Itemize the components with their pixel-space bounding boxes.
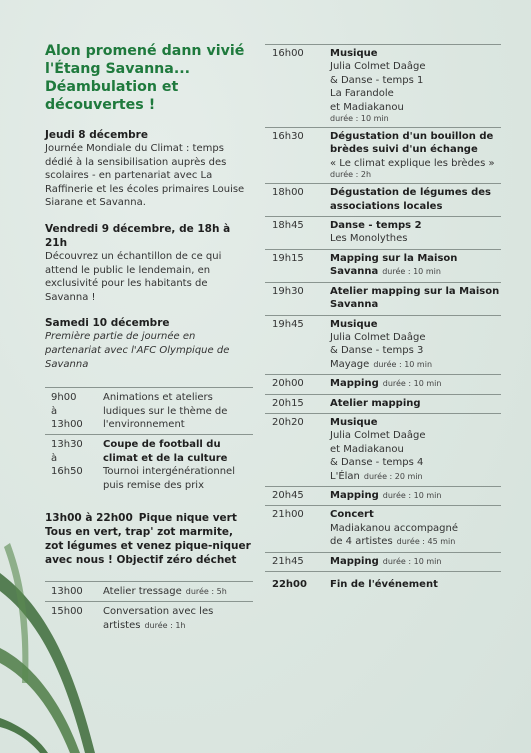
- activity-detail: La Farandole: [330, 88, 394, 100]
- day-heading: Jeudi 8 décembre: [45, 129, 148, 141]
- schedule-desc: [330, 249, 501, 282]
- duration-label: durée : 2h: [330, 170, 372, 180]
- schedule-row: [45, 581, 253, 601]
- schedule-desc: [330, 394, 501, 413]
- morning-schedule-table: [45, 387, 253, 495]
- activity-detail: « Le climat explique les brèdes »: [330, 157, 495, 169]
- activity-detail: Mayage: [330, 358, 370, 370]
- time-line: 18h45: [272, 220, 304, 232]
- duration-label: durée : 1h: [144, 620, 186, 630]
- activity-title: Atelier mapping sur la Maison Savanna: [330, 285, 500, 311]
- day-block-samedi: [45, 316, 253, 371]
- time-line: 20h15: [272, 397, 304, 409]
- time-line: 16h00: [272, 48, 304, 59]
- activity-detail: Les Monolythes: [330, 233, 408, 245]
- schedule-desc: [330, 217, 501, 250]
- activity-detail: & Danse - temps 1: [330, 74, 424, 86]
- time-line: à: [51, 452, 58, 464]
- activity-title: Mapping: [330, 489, 379, 501]
- schedule-time: [265, 217, 330, 250]
- schedule-time: [265, 375, 330, 394]
- activity-detail: Conversation avec les artistes: [103, 606, 214, 631]
- time-line: 13h00: [51, 418, 83, 430]
- page-title: Alon promené dann vivié l'Étang Savanna... Déambulation et découvertes !: [45, 43, 245, 113]
- activity-title: Dégustation de légumes des associations locales: [330, 187, 491, 212]
- time-line: 9h00: [51, 392, 77, 404]
- schedule-row: [265, 128, 501, 184]
- activity-detail: Julia Colmet Daâge: [330, 61, 426, 73]
- schedule-desc: [330, 506, 501, 552]
- schedule-row: [265, 486, 501, 505]
- final-text: Fin de l'événement: [330, 579, 438, 590]
- schedule-desc: [330, 45, 501, 128]
- picnic-time: 13h00 à 22h00: [45, 511, 133, 524]
- schedule-time: [265, 394, 330, 413]
- schedule-time: [45, 602, 103, 635]
- schedule-desc: [103, 435, 253, 495]
- time-line: 13h00: [51, 585, 83, 597]
- activity-detail: de 4 artistes: [330, 536, 393, 548]
- day-heading: Samedi 10 décembre: [45, 317, 170, 330]
- duration-label: durée : 45 min: [396, 537, 456, 547]
- schedule-desc: [330, 282, 501, 315]
- schedule-desc: [330, 375, 501, 394]
- schedule-row: [265, 45, 501, 128]
- time-line: 20h45: [272, 489, 304, 501]
- schedule-row: [265, 315, 501, 375]
- evening-schedule-table: [265, 44, 501, 594]
- activity-title: Concert: [330, 509, 374, 521]
- schedule-time: [265, 184, 330, 217]
- time-line: 15h00: [51, 606, 83, 618]
- schedule-row: [265, 217, 501, 250]
- schedule-desc: [330, 552, 501, 571]
- duration-label: durée : 5h: [185, 586, 227, 596]
- activity-detail: Tournoi intergénérationnel puis remise des prix: [103, 466, 235, 491]
- day-block-jeudi: [45, 128, 253, 210]
- time-line: 16h30: [272, 131, 304, 143]
- final-row: [265, 572, 501, 595]
- time-line: 21h00: [272, 509, 304, 521]
- schedule-row: [45, 435, 253, 495]
- day-text: Découvrez un échantillon de ce qui attend le public le lendemain, en exclusivité pour les habitants de Savanna !: [45, 250, 222, 303]
- picnic-block: [45, 511, 253, 567]
- time-line: 19h45: [272, 318, 304, 330]
- activity-title: Atelier mapping: [330, 397, 421, 409]
- activity-detail: Madiakanou accompagné: [330, 522, 459, 534]
- schedule-time: [265, 282, 330, 315]
- schedule-row: [265, 282, 501, 315]
- schedule-time: [45, 581, 103, 601]
- activity-title: Danse - temps 2: [330, 220, 422, 232]
- time-line: 19h30: [272, 285, 304, 297]
- schedule-desc: [330, 315, 501, 375]
- activity-title: Dégustation d'un bouillon de brèdes suivi d'un échange: [330, 131, 494, 156]
- activity-detail: Julia Colmet Daâge: [330, 430, 426, 442]
- picnic-text: Pique nique vert Tous en vert, trap' zot marmite, zot légumes et venez pique-niquer avec nous ! Objectif zéro déchet: [45, 511, 251, 566]
- schedule-row: [265, 184, 501, 217]
- schedule-desc: [103, 602, 253, 635]
- schedule-row: [45, 602, 253, 635]
- schedule-row: [45, 388, 253, 435]
- schedule-time: [265, 128, 330, 184]
- day-text: Journée Mondiale du Climat : temps dédié à la sensibilisation auprès des scolaires - en partenariat avec La Raffinerie et les écoles primaires Louise Siarane et Savanna.: [45, 143, 245, 209]
- schedule-time: [265, 413, 330, 486]
- duration-label: durée : 10 min: [382, 267, 441, 277]
- schedule-time: [265, 45, 330, 128]
- activity-title: Coupe de football du climat et de la culture: [103, 439, 228, 464]
- activity-detail: et Madiakanou: [330, 443, 404, 455]
- duration-label: durée : 10 min: [382, 379, 442, 389]
- afternoon-schedule-table: [45, 581, 253, 635]
- activity-detail: et Madiakanou: [330, 101, 404, 113]
- activity-detail: & Danse - temps 3: [330, 345, 424, 357]
- schedule-row: [265, 375, 501, 394]
- left-column: [45, 42, 253, 635]
- activity-detail: & Danse - temps 4: [330, 457, 424, 469]
- activity-title: Mapping sur la Maison Savanna: [330, 252, 458, 278]
- schedule-time: [45, 388, 103, 435]
- activity-detail: Julia Colmet Daâge: [330, 331, 426, 343]
- schedule-desc: [330, 128, 501, 184]
- schedule-row: [265, 249, 501, 282]
- activity-title: Mapping: [330, 555, 379, 567]
- time-line: à: [51, 405, 58, 417]
- schedule-time: [265, 552, 330, 571]
- schedule-desc: [103, 388, 253, 435]
- duration-label: durée : 10 min: [382, 556, 442, 566]
- final-time: 22h00: [272, 579, 307, 590]
- time-line: 13h30: [51, 439, 83, 451]
- schedule-desc: [330, 486, 501, 505]
- activity-detail: Atelier tressage: [103, 585, 182, 597]
- schedule-row: [265, 506, 501, 552]
- schedule-row: [265, 552, 501, 571]
- time-line: 19h15: [272, 252, 304, 264]
- activity-title: Musique: [330, 48, 378, 59]
- time-line: 20h00: [272, 378, 304, 390]
- duration-label: durée : 20 min: [363, 471, 423, 481]
- duration-label: durée : 10 min: [373, 359, 433, 369]
- activity-title: Musique: [330, 318, 378, 330]
- day-heading: Vendredi 9 décembre, de 18h à 21h: [45, 222, 231, 249]
- duration-label: durée : 10 min: [382, 490, 442, 500]
- schedule-desc: [330, 413, 501, 486]
- activity-detail: Animations et ateliers ludiques sur le thème de l'environnement: [103, 392, 228, 430]
- activity-title: Musique: [330, 416, 378, 428]
- activity-detail: L'Élan: [330, 470, 360, 482]
- schedule-desc: [330, 184, 501, 217]
- schedule-row: [265, 394, 501, 413]
- schedule-row: [265, 413, 501, 486]
- duration-label: durée : 10 min: [330, 114, 389, 124]
- schedule-time: [45, 435, 103, 495]
- schedule-time: [265, 486, 330, 505]
- time-line: 18h00: [272, 187, 304, 199]
- schedule-desc: [103, 581, 253, 601]
- activity-title: Mapping: [330, 378, 379, 390]
- time-line: 21h45: [272, 555, 304, 567]
- schedule-time: [265, 506, 330, 552]
- time-line: 16h50: [51, 466, 83, 478]
- day-block-vendredi: [45, 222, 253, 304]
- right-column: [265, 44, 501, 594]
- day-text: Première partie de journée en partenariat avec l'AFC Olympique de Savanna: [45, 331, 230, 370]
- schedule-time: [265, 315, 330, 375]
- schedule-time: [265, 249, 330, 282]
- time-line: 20h20: [272, 416, 304, 428]
